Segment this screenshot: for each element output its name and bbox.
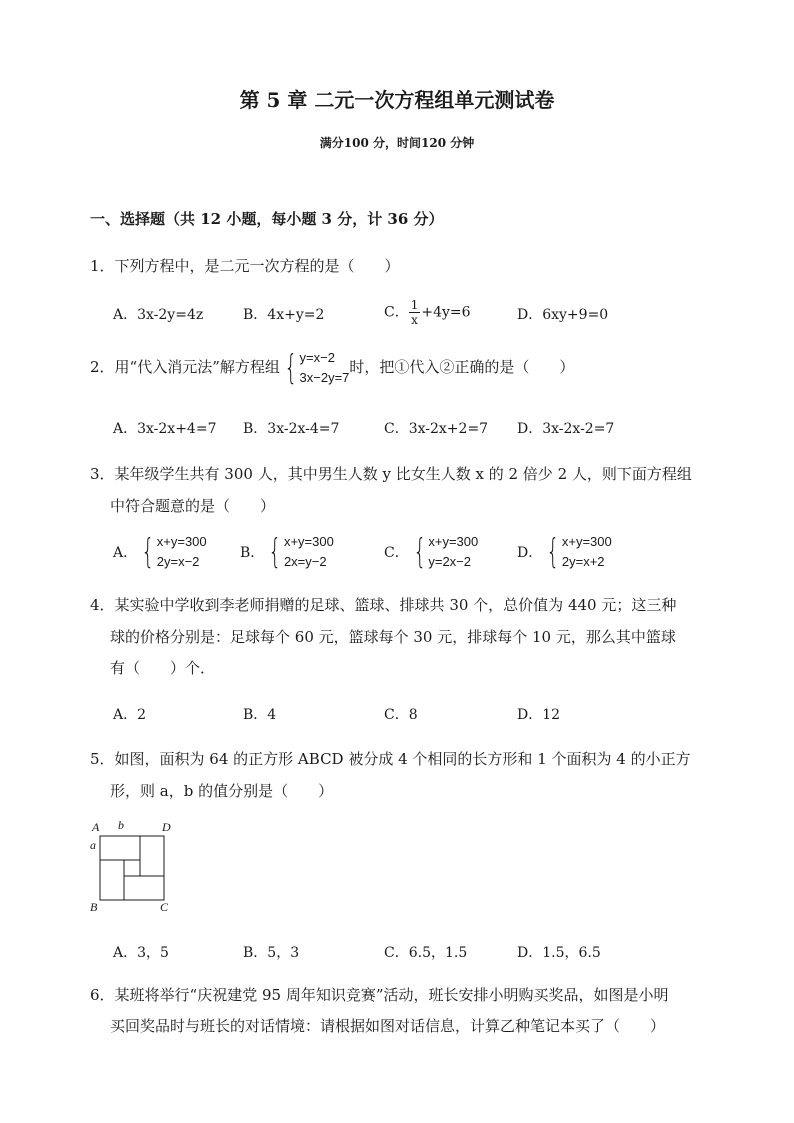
question-4-option-b: B．4 [243, 707, 277, 723]
question-5-option-c: C．6.5，1.5 [384, 945, 468, 961]
question-3-line-1: 3．某年级学生共有 300 人，其中男生人数 y 比女生人数 x 的 2 倍少 2 人，则下面方程组 [90, 465, 692, 483]
label-length-a: a [90, 838, 96, 852]
question-6-line-1: 6．某班将举行“庆祝建党 95 周年知识竞赛”活动，班长安排小明购买奖品，如图是小明 [90, 986, 669, 1004]
question-1-option-a: A．3x-2y=4z [113, 307, 204, 323]
option-b-label: B． [240, 545, 265, 561]
option-a-eq-2: 2y=x−2 [156, 554, 200, 569]
question-2-option-a: A．3x-2x+4=7 [113, 421, 217, 437]
rect-left [100, 860, 124, 900]
system-line-1: y=x−2 [299, 350, 335, 365]
question-2-stem-before: 2．用“代入消元法”解方程组 [90, 358, 280, 376]
question-1-option-d: D．6xy+9=0 [517, 307, 609, 323]
question-4-line-3: 有（ ）个． [110, 659, 216, 677]
question-3-option-b [240, 532, 334, 572]
brace-icon: { [141, 532, 155, 572]
small-square [124, 860, 140, 876]
option-c-rest: +4y=6 [421, 304, 471, 321]
label-vertex-b: B [90, 900, 98, 914]
question-5-line-2: 形，则 a，b 的值分别是（ ） [110, 782, 334, 800]
fraction [409, 298, 421, 327]
question-4-option-a: A．2 [113, 707, 147, 723]
option-c-eq-2: y=2x−2 [428, 554, 472, 569]
page-title: 第 5 章 二元一次方程组单元测试卷 [239, 88, 555, 112]
option-b-eq-2: 2x=y−2 [283, 554, 327, 569]
question-4-option-c: C．8 [384, 707, 418, 723]
question-4-line-2: 球的价格分别是：足球每个 60 元，篮球每个 30 元，排球每个 10 元，那么其中篮球 [110, 628, 676, 646]
square-abcd-figure [88, 818, 178, 918]
question-2-option-d: D．3x-2x-2=7 [517, 421, 615, 437]
rect-top [100, 836, 140, 860]
option-d-eq-1: x+y=300 [561, 534, 612, 549]
question-5-option-d: D．1.5，6.5 [517, 945, 601, 961]
label-vertex-c: C [160, 900, 169, 914]
label-vertex-d: D [162, 820, 171, 834]
question-3-line-2: 中符合题意的是（ ） [110, 497, 276, 515]
option-b-eq-1: x+y=300 [283, 534, 334, 549]
option-c-eq-1: x+y=300 [428, 534, 479, 549]
option-a-eq-1: x+y=300 [156, 534, 207, 549]
label-vertex-a: A [92, 820, 100, 834]
fraction-numerator: 1 [410, 298, 419, 312]
brace-icon: { [268, 532, 282, 572]
rect-right [140, 836, 164, 876]
question-4-option-d: D．12 [517, 707, 561, 723]
option-d-eq-2: 2y=x+2 [561, 554, 605, 569]
label-length-b: b [118, 818, 124, 832]
page-subtitle: 满分100 分，时间120 分钟 [319, 136, 475, 150]
question-5-line-1: 5．如图，面积为 64 的正方形 ABCD 被分成 4 个相同的长方形和 1 个面积为 4 的小正方 [90, 750, 691, 768]
outer-square [100, 836, 164, 900]
brace-icon: { [413, 532, 427, 572]
question-1-option-b: B．4x+y=2 [243, 307, 325, 323]
question-2-option-b: B．3x-2x-4=7 [243, 421, 340, 437]
section-heading: 一、选择题（共 12 小题，每小题 3 分，计 36 分） [90, 210, 444, 228]
question-3-option-d [517, 532, 612, 572]
brace-icon: { [284, 348, 298, 388]
option-c-label: C． [384, 304, 409, 321]
brace-icon: { [546, 532, 560, 572]
fraction-denominator: x [411, 313, 418, 327]
question-1-option-c [384, 298, 471, 327]
option-c-label: C． [384, 545, 409, 561]
question-5-option-a: A．3，5 [113, 945, 169, 961]
question-3-option-c [384, 532, 478, 572]
rect-bottom [124, 876, 164, 900]
option-a-label: A． [113, 545, 138, 561]
equation-system [280, 348, 350, 388]
question-4-line-1: 4．某实验中学收到李老师捐赠的足球、篮球、排球共 30 个，总价值为 440 元；这三种 [90, 596, 677, 614]
option-d-label: D． [517, 545, 543, 561]
question-2-stem-after: 时，把①代入②正确的是（ ） [349, 358, 575, 376]
question-5-option-b: B．5，3 [243, 945, 300, 961]
question-6-line-2: 买回奖品时与班长的对话情境：请根据如图对话信息，计算乙种笔记本买了（ ） [110, 1017, 666, 1035]
question-3-option-a [113, 532, 207, 572]
question-1-stem: 1．下列方程中，是二元一次方程的是（ ） [90, 257, 400, 275]
system-line-2: 3x−2y=7 [299, 370, 350, 385]
question-2-option-c: C．3x-2x+2=7 [384, 421, 489, 437]
question-2-stem [90, 347, 574, 388]
